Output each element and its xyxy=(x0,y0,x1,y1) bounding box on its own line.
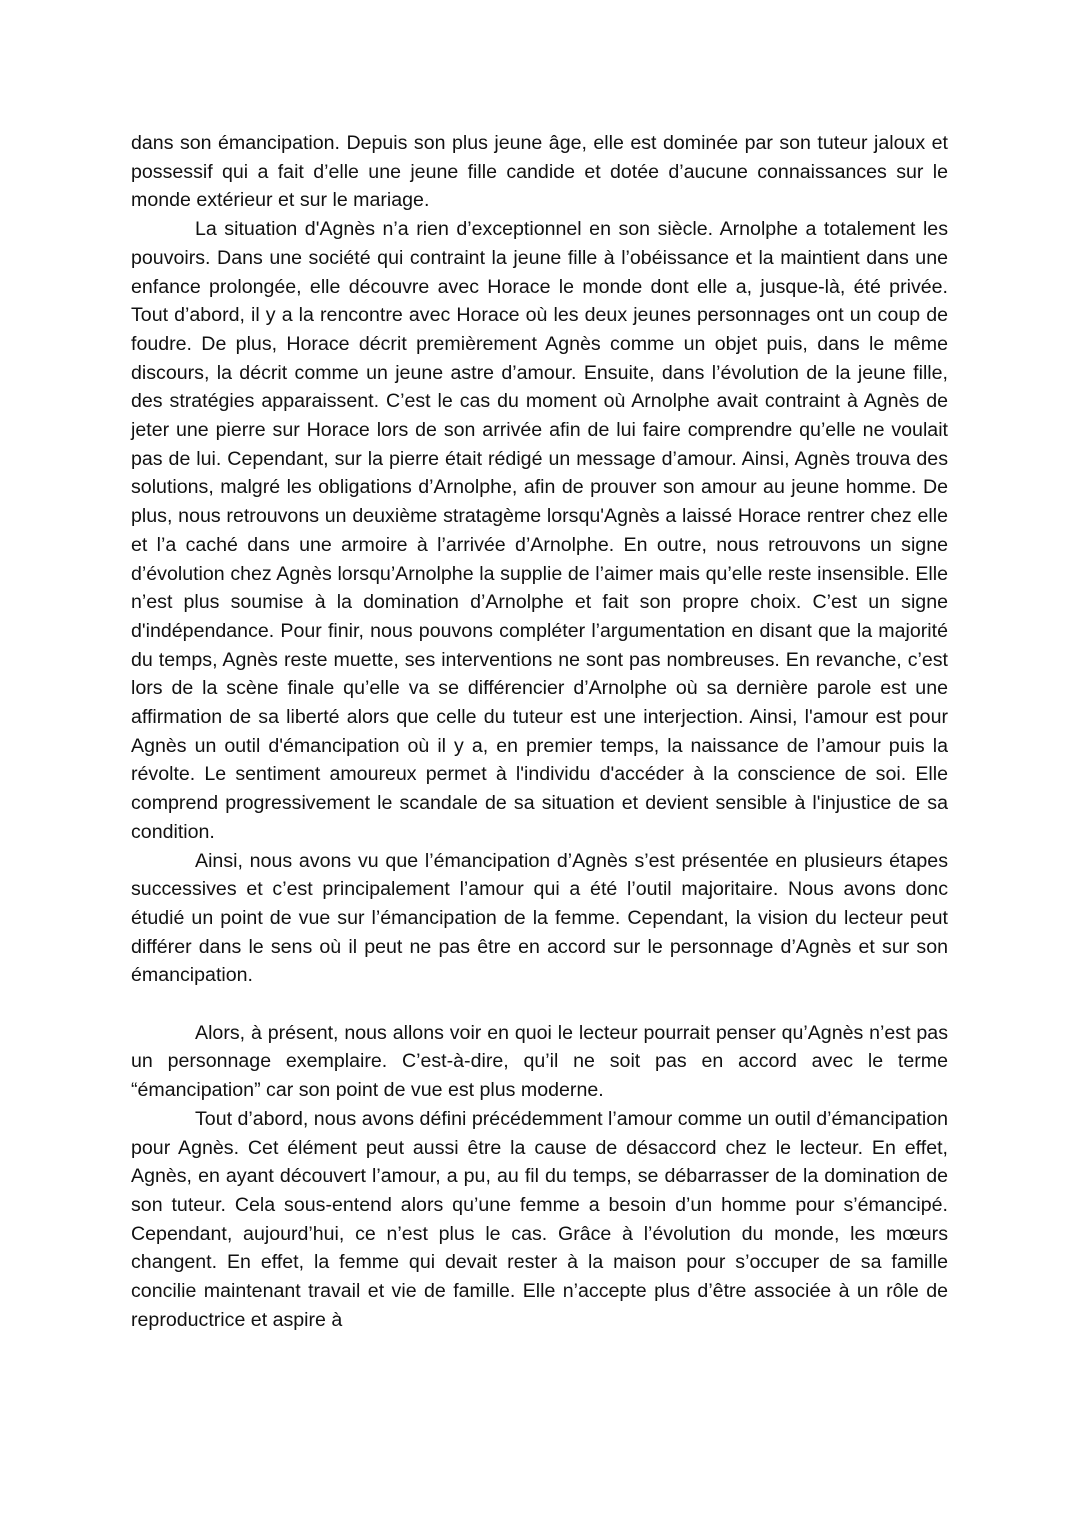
paragraph-continuation: dans son émancipation. Depuis son plus jeune âge, elle est dominée par son tuteur jaloux et possessif qui a fait d’elle une jeune fille candide et dotée d’aucune connaissances sur le monde extérieur et sur le mariage. xyxy=(131,132,948,212)
document-body xyxy=(131,129,948,1335)
paragraph-transition: Ainsi, nous avons vu que l’émancipation d’Agnès s’est présentée en plusieurs étapes successives et c’est principalement l’amour qui a été l’outil majoritaire. Nous avons donc étudié un point de vue sur l’émancipation de la femme. Cependant, la vision du lecteur peut différer dans le sens où il peut ne pas être en accord sur le personnage d’Agnès et sur son émancipation. xyxy=(131,849,948,987)
paragraph-reader-perspective: Alors, à présent, nous allons voir en quoi le lecteur pourrait penser qu’Agnès n’est pas un personnage exemplaire. C’est-à-dire, qu’il ne soit pas en accord avec le terme “émancipation” car son point de vue est plus moderne. xyxy=(131,1021,948,1102)
paragraph-love-as-tool: Tout d’abord, nous avons défini précédemment l’amour comme un outil d’émancipation pour Agnès. Cet élément peut aussi être la cause de désaccord chez le lecteur. En effet, Agnès, en ayant découvert l’amour, a pu, au fil du temps, se débarrasser de la domination de son tuteur. Cela sous-entend alors qu’une femme a besoin d’un homme pour s’émancipé. Cependant, aujourd’hui, ce n’est plus le cas. Grâce à l’évolution du monde, les mœurs changent. En effet, la femme qui devait rester à la maison pour s’occuper de sa famille concilie maintenant travail et vie de famille. Elle n’accepte plus d’être associée à un rôle de reproductrice et aspire à xyxy=(131,1107,948,1331)
paragraph-spacer xyxy=(131,990,948,1019)
paragraph-agnes-situation: La situation d'Agnès n’a rien d’exceptionnel en son siècle. Arnolphe a totalement les pouvoirs. Dans une société qui contraint la jeune fille à l’obéissance et la maintient dans une enfance prolongée, elle découvre avec Horace le monde dont elle a, jusque-là, été privée. Tout d’abord, il y a la rencontre avec Horace où les deux jeunes personnages ont un coup de foudre. De plus, Horace décrit premièrement Agnès comme un objet puis, dans le même discours, la décrit comme un jeune astre d’amour. Ensuite, dans l’évolution de la jeune fille, des stratégies apparaissent. C’est le cas du moment où Arnolphe avait contraint à Agnès de jeter une pierre sur Horace lors de son arrivée afin de lui faire comprendre qu’elle ne voulait pas de lui. Cependant, sur la pierre était rédigé un message d’amour. Ainsi, Agnès trouva des solutions, malgré les obligations d’Arnolphe, afin de prouver son amour au jeune homme. De plus, nous retrouvons un deuxième stratagème lorsqu'Agnès a laissé Horace rentrer chez elle et l’a caché dans une armoire à l’arrivée d’Arnolphe. En outre, nous retrouvons un signe d’évolution chez Agnès lorsqu’Arnolphe la supplie de l’aimer mais qu’elle reste insensible. Elle n’est plus soumise à la domination d’Arnolphe et fait son propre choix. C’est un signe d'indépendance. Pour finir, nous pouvons compléter l’argumentation en disant que la majorité du temps, Agnès reste muette, ses interventions ne sont pas nombreuses. En revanche, c’est lors de la scène finale qu’elle va se différencier d’Arnolphe où sa dernière parole est une affirmation de sa liberté alors que celle du tuteur est une interjection. Ainsi, l'amour est pour Agnès un outil d'émancipation où il y a, en premier temps, la naissance de l’amour puis la révolte. Le sentiment amoureux permet à l'individu d'accéder à la conscience de soi. Elle comprend progressivement le scandale de sa situation et devient sensible à l'injustice de sa condition. xyxy=(131,218,948,843)
